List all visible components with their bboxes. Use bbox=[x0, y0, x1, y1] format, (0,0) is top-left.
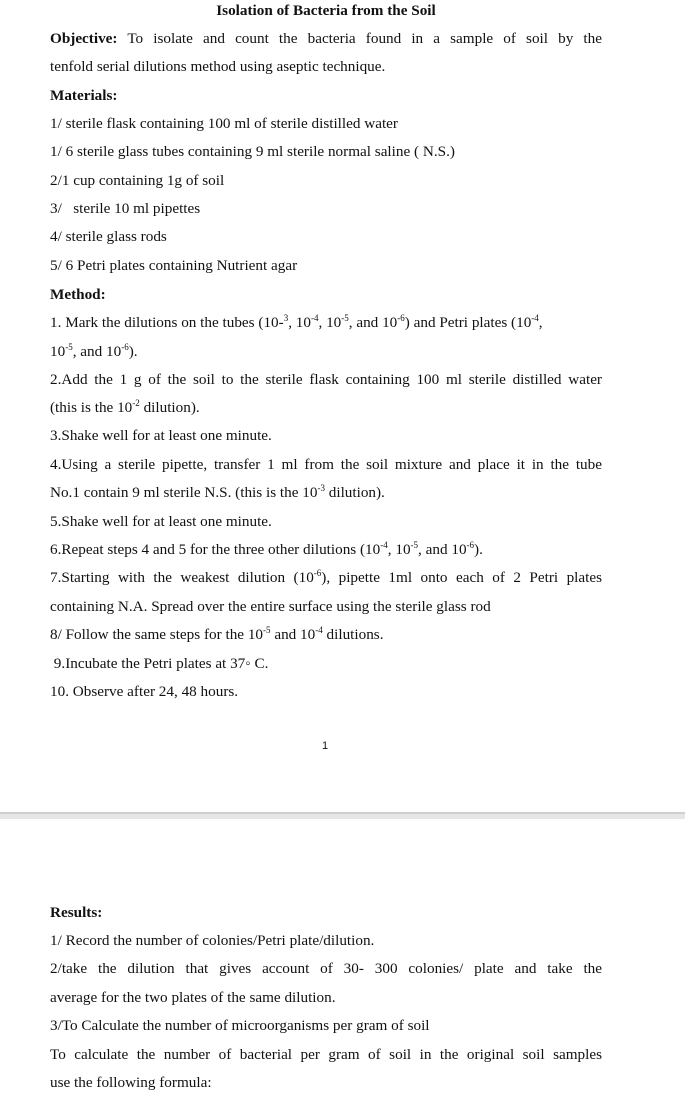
materials-item: 3/ sterile 10 ml pipettes bbox=[50, 200, 201, 217]
materials-item: 2/1 cup containing 1g of soil bbox=[50, 172, 225, 189]
method-step-7-line-2: containing N.A. Spread over the entire surface using the sterile glass rod bbox=[50, 598, 491, 615]
method-step-2-line-1: 2.Add the 1 g of the soil to the sterile flask containing 100 ml sterile distilled water bbox=[50, 371, 602, 388]
method-step-6: 6.Repeat steps 4 and 5 for the three other dilutions ($10^{-4}$, $10^{-5}$, and $10^{-6}$). bbox=[50, 540, 483, 558]
method-step-4-line-2: No.1 contain 9 ml sterile N.S. (this is the $10^{-3}$ dilution). bbox=[50, 483, 385, 501]
document-title: Isolation of Bacteria from the Soil bbox=[216, 2, 436, 19]
method-step-9: 9.Incubate the Petri plates at 37◦ C. bbox=[50, 655, 269, 672]
results-line: 3/To Calculate the number of microorganisms per gram of soil bbox=[50, 1017, 430, 1034]
method-step-5: 5.Shake well for at least one minute. bbox=[50, 513, 272, 530]
method-heading: Method: bbox=[50, 286, 106, 303]
method-step-4-line-1: 4.Using a sterile pipette, transfer 1 ml from the soil mixture and place it in the tube bbox=[50, 456, 602, 473]
results-line: To calculate the number of bacterial per gram of soil in the original soil samples bbox=[50, 1046, 602, 1063]
method-step-10: 10. Observe after 24, 48 hours. bbox=[50, 683, 239, 700]
method-step-1-line-1: 1. Mark the dilutions on the tubes (10-$^3$, $10^{-4}$, $10^{-5}$, and $10^{-6}$) and Petri plates ($10^{-4}$, bbox=[50, 313, 543, 331]
objective-label: Objective: bbox=[50, 30, 118, 47]
page-number: 1 bbox=[321, 740, 329, 752]
materials-heading: Materials: bbox=[50, 87, 118, 104]
page-separator bbox=[0, 812, 685, 819]
method-step-8: 8/ Follow the same steps for the $10^{-5}$ and $10^{-4}$ dilutions. bbox=[50, 625, 384, 643]
objective-line-2: tenfold serial dilutions method using aseptic technique. bbox=[50, 58, 386, 75]
method-step-2-line-2: (this is the $10^{-2}$ dilution). bbox=[50, 398, 200, 416]
results-line: 2/take the dilution that gives account of 30- 300 colonies/ plate and take the bbox=[50, 960, 602, 977]
objective-line-1: Objective: To isolate and count the bacteria found in a sample of soil by the bbox=[50, 30, 602, 47]
results-heading: Results: bbox=[50, 904, 103, 921]
method-step-1-line-2: $10^{-5}$, and $10^{-6}$). bbox=[50, 342, 138, 360]
results-line: use the following formula: bbox=[50, 1074, 212, 1091]
results-line: average for the two plates of the same dilution. bbox=[50, 989, 336, 1006]
results-line: 1/ Record the number of colonies/Petri plate/dilution. bbox=[50, 932, 375, 949]
materials-item: 5/ 6 Petri plates containing Nutrient agar bbox=[50, 257, 298, 274]
method-step-7-line-1: 7.Starting with the weakest dilution $(10^{-6})$, pipette 1ml onto each of 2 Petri plates bbox=[50, 568, 603, 586]
materials-item: 1/ 6 sterile glass tubes containing 9 ml sterile normal saline ( N.S.) bbox=[50, 143, 455, 160]
materials-item: 1/ sterile flask containing 100 ml of sterile distilled water bbox=[50, 115, 398, 132]
method-step-3: 3.Shake well for at least one minute. bbox=[50, 427, 272, 444]
materials-item: 4/ sterile glass rods bbox=[50, 228, 167, 245]
